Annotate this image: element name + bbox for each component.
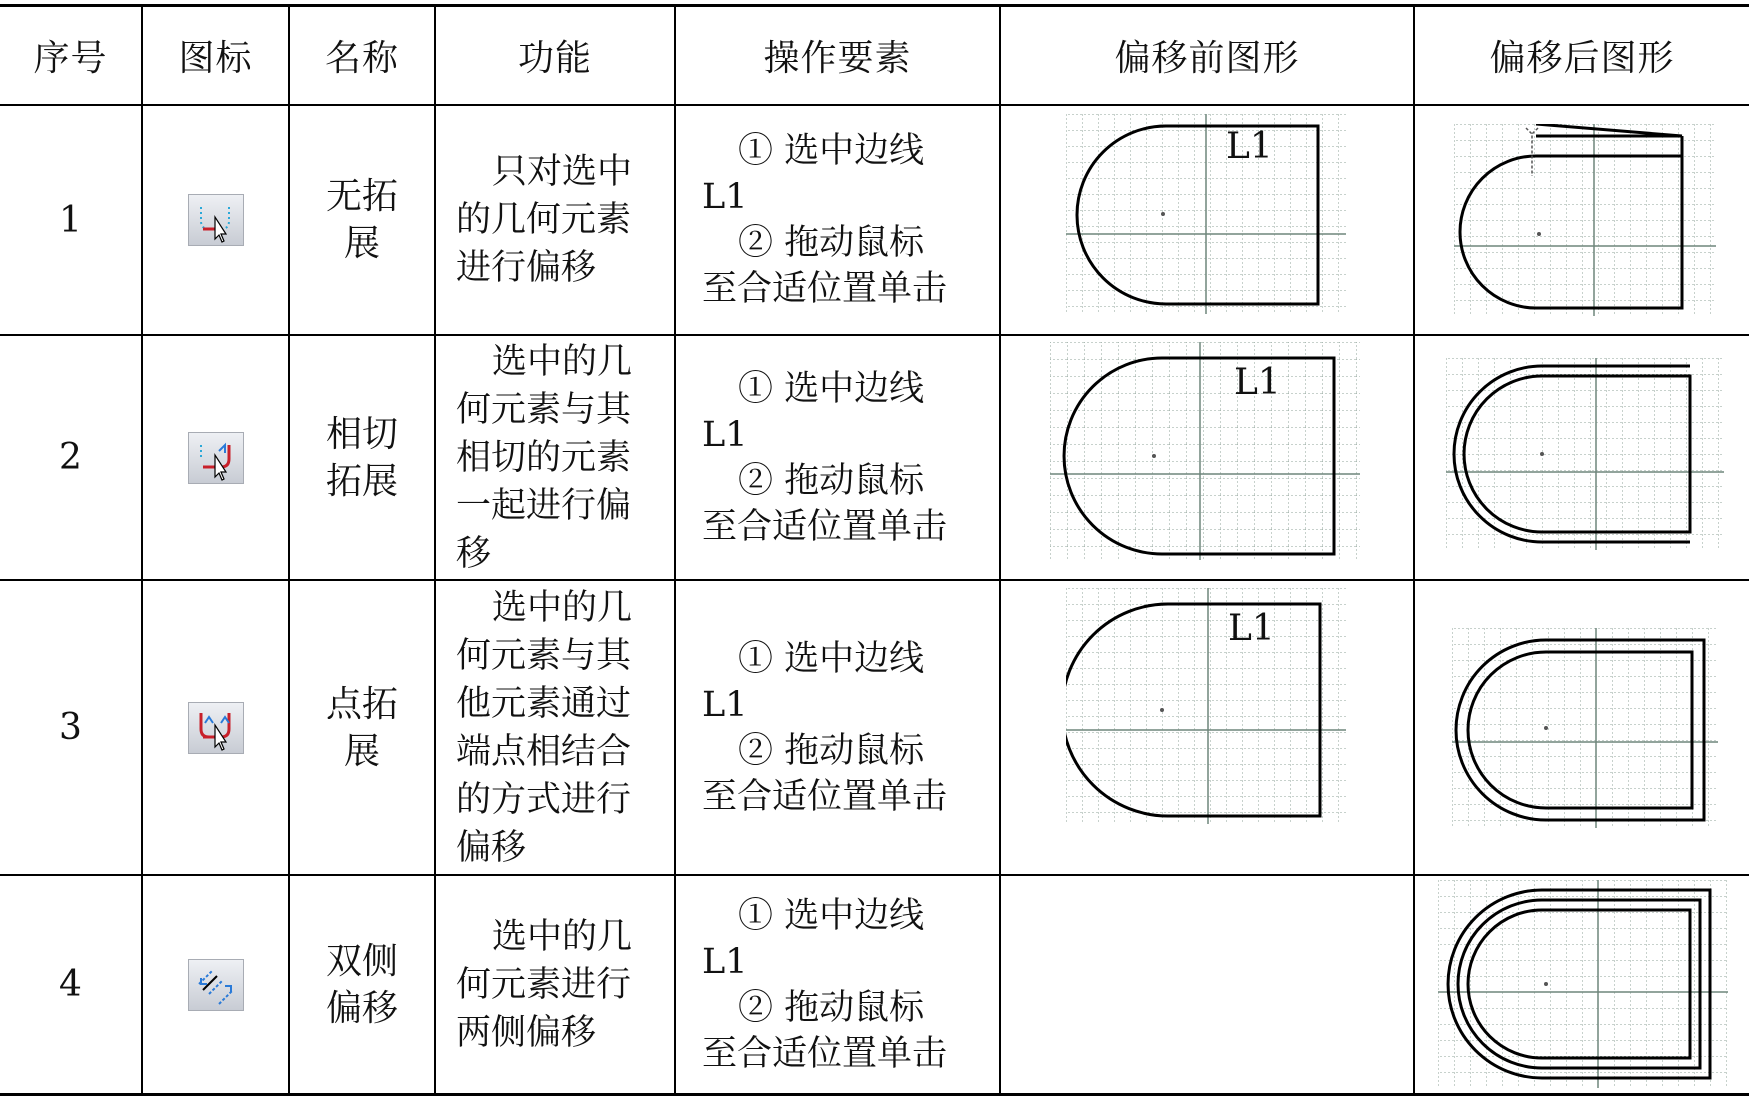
row-1-op-step-2: ② 拖动鼠标 <box>738 223 925 263</box>
grid-background <box>1446 358 1724 550</box>
row-3-index: 3 <box>59 707 82 748</box>
row-3-op-step-2: ② 拖动鼠标 <box>738 730 925 771</box>
row-4-function <box>436 876 674 1093</box>
header-operation: 操作要素 <box>763 38 912 79</box>
row-2-index: 2 <box>59 437 82 478</box>
row-3-name <box>290 581 434 874</box>
row-3-op-step-1: ① 选中边线 <box>738 638 925 679</box>
row-3-after-figure <box>1452 628 1718 828</box>
row-1-function <box>436 106 674 334</box>
header-icon: 图标 <box>178 38 253 79</box>
row-1-name <box>290 106 434 334</box>
grid-background <box>1454 124 1716 316</box>
row-2-op-step-1: ① 选中边线 <box>738 368 925 409</box>
row-1-op-edge: L1 <box>702 177 748 217</box>
row-4-name <box>290 876 434 1093</box>
row-1-name-text: 无拓展 <box>325 176 398 264</box>
offset-point-propagation-icon <box>188 702 244 754</box>
row-4-operation <box>676 876 999 1093</box>
row-1-op-click: 至合适位置单击 <box>702 269 948 309</box>
header-after-figure: 偏移后图形 <box>1489 38 1675 79</box>
header-name: 名称 <box>324 38 399 79</box>
row-4-after-figure <box>1438 880 1728 1088</box>
edge-label: L1 <box>1226 126 1273 167</box>
row-2-op-click: 至合适位置单击 <box>702 506 948 547</box>
row-1-op-step-1: ① 选中边线 <box>738 131 925 171</box>
row-3-before-figure <box>1066 588 1346 824</box>
row-1-operation <box>676 106 999 334</box>
offset-no-propagation-icon <box>188 194 244 246</box>
row-2-function-text: 选中的几何元素与其相切的元素一起进行偏移 <box>456 341 633 574</box>
offset-both-sides-icon <box>188 959 244 1011</box>
edge-label: L1 <box>1228 608 1275 649</box>
row-4-op-click: 至合适位置单击 <box>702 1033 948 1074</box>
row-2-before-figure <box>1050 342 1360 560</box>
row-3-op-click: 至合适位置单击 <box>702 776 948 817</box>
row-3-op-edge: L1 <box>702 684 748 725</box>
row-2-icon-cell <box>143 336 288 579</box>
row-4-name-text: 双侧偏移 <box>325 940 398 1029</box>
row-4-before-figure <box>1001 876 1413 1093</box>
row-1-index: 1 <box>59 199 82 241</box>
col-rule-6 <box>1413 6 1415 1094</box>
row-4-op-step-2: ② 拖动鼠标 <box>738 987 925 1028</box>
row-1-icon-cell <box>143 106 288 334</box>
offset-tangent-propagation-icon <box>188 432 244 484</box>
row-4-icon-cell <box>143 876 288 1093</box>
row-2-op-step-2: ② 拖动鼠标 <box>738 460 925 501</box>
row-2-operation <box>676 336 999 579</box>
row-1-function-text: 只对选中的几何元素进行偏移 <box>456 152 633 288</box>
header-function: 功能 <box>517 38 592 79</box>
row-2-function <box>436 336 674 579</box>
row-2-name-text: 相切拓展 <box>325 413 398 502</box>
header-before-figure: 偏移前图形 <box>1114 38 1300 79</box>
row-4-function-text: 选中的几何元素进行两侧偏移 <box>456 916 633 1053</box>
row-2-op-edge: L1 <box>702 414 748 455</box>
row-3-function <box>436 581 674 874</box>
row-3-icon-cell <box>143 581 288 874</box>
row-3-function-text: 选中的几何元素与其他元素通过端点相结合的方式进行偏移 <box>456 587 633 868</box>
row-4-op-edge: L1 <box>702 941 748 982</box>
row-2-after-figure <box>1446 358 1724 550</box>
row-4-index: 4 <box>59 964 82 1005</box>
row-2-name <box>290 336 434 579</box>
row-3-name-text: 点拓展 <box>325 683 398 772</box>
row-4-op-step-1: ① 选中边线 <box>738 895 925 936</box>
row-3-operation <box>676 581 999 874</box>
edge-label: L1 <box>1234 362 1281 403</box>
row-1-before-figure <box>1066 114 1346 314</box>
header-index: 序号 <box>33 38 108 79</box>
table-bottom-rule <box>0 1093 1749 1096</box>
row-1-after-figure <box>1454 124 1716 316</box>
